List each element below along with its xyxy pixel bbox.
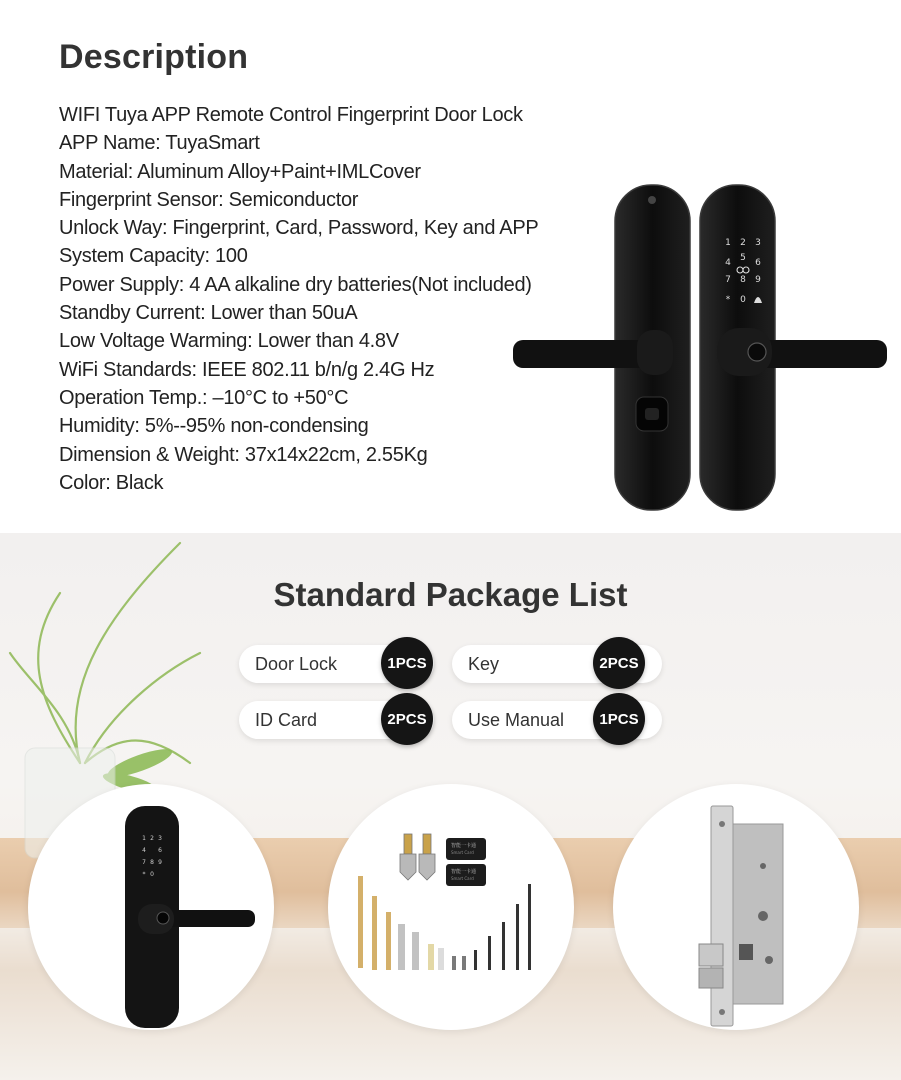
package-item-label: ID Card [255,710,318,730]
keypad-key: 4 [725,258,731,268]
back-handle-hub [637,330,673,375]
card-text: 智能一卡通 [451,869,477,875]
package-item-id-card [239,701,434,739]
keypad-key: 8 [150,859,154,866]
card-text: 智能一卡通 [451,843,477,849]
package-item-label: Door Lock [255,654,338,674]
back-panel-screw [648,196,656,204]
card-subtext: Smart Card [451,876,474,881]
spec-item: Material: Aluminum Alloy+Paint+IMLCover [59,160,421,183]
spec-item: Unlock Way: Fingerprint, Card, Password, Key and APP [59,217,539,240]
keypad-key: 6 [158,847,162,854]
spec-item: Color: Black [59,471,164,494]
screws-icon [358,876,531,970]
keypad-key: 0 [740,295,746,305]
latch-bolt [699,944,723,966]
spec-item: WiFi Standards: IEEE 802.11 b/n/g 2.4G Hz [59,358,435,381]
spec-item: Fingerprint Sensor: Semiconductor [59,188,359,211]
keypad-key: 2 [740,238,746,248]
keypad-key: 3 [158,835,162,842]
spec-item: Low Voltage Warming: Lower than 4.8V [59,330,399,353]
package-item-label: Use Manual [468,710,565,730]
keypad-key: 8 [740,275,746,285]
accessories-photo [328,784,574,1030]
mortise-case [733,824,783,1004]
package-item-key [452,645,662,683]
card-subtext: Smart Card [451,850,474,855]
quantity-badge: 1PCS [593,693,645,745]
mortise-lock-photo [613,784,859,1030]
keypad-key: 9 [755,275,761,285]
package-item-use-manual [452,701,662,739]
spec-item: Power Supply: 4 AA alkaline dry batteries(Not included) [59,273,532,296]
door-lock-product-image [505,180,895,520]
quantity-badge: 2PCS [593,637,645,689]
spec-item: Operation Temp.: –10°C to +50°C [59,386,349,409]
keypad-key: 0 [150,871,154,878]
quantity-badge: 1PCS [381,637,433,689]
keypad-key: 3 [755,238,761,248]
spec-item: Standby Current: Lower than 50uA [59,302,358,325]
keypad-key: 2 [150,835,154,842]
keypad-key: 1 [142,835,146,842]
keypad-key: 6 [755,258,761,268]
mortise-faceplate [711,806,733,1026]
package-item-door-lock [239,645,434,683]
spec-item: System Capacity: 100 [59,245,248,268]
fingerprint-icon [748,343,766,361]
keypad-key: 7 [142,859,146,866]
keypad-key: * [725,295,731,305]
dead-bolt [699,968,723,988]
spec-item: WIFI Tuya APP Remote Control Fingerprint Door Lock [59,104,523,126]
spec-item: Humidity: 5%--95% non-condensing [59,415,369,438]
back-panel-knob [645,408,659,420]
package-item-label: Key [468,654,500,674]
keypad-key: 1 [725,238,731,248]
package-section [0,533,901,1080]
spec-item: APP Name: TuyaSmart [59,132,260,155]
id-card-icon [446,838,486,886]
keypad-key: 4 [142,847,146,854]
description-title: Description [59,38,249,76]
fingerprint-icon [157,912,169,924]
spec-list [59,101,538,497]
package-list-title: Standard Package List [273,576,628,613]
spec-item: Dimension & Weight: 37x14x22cm, 2.55Kg [59,443,428,466]
key-icon [400,834,435,880]
quantity-badge: 2PCS [381,693,433,745]
door-lock-photo [28,784,274,1030]
keypad-key: 7 [725,275,731,285]
keypad-key: 9 [158,859,162,866]
keypad-key: * [142,871,146,878]
keypad-key: 5 [740,253,746,263]
